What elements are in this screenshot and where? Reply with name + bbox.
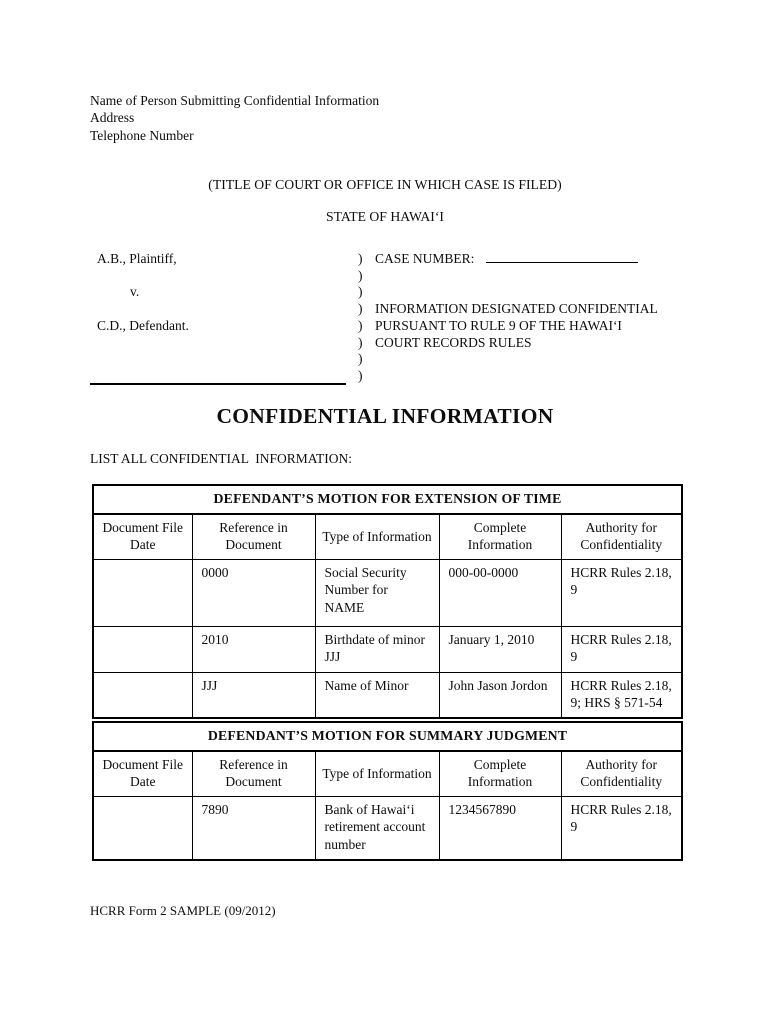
- caption-row: [358, 268, 658, 285]
- designation-row: [358, 318, 658, 335]
- form-footer: HCRR Form 2 SAMPLE (09/2012): [90, 903, 276, 918]
- cell-document-file-date: [93, 560, 192, 627]
- caption-row: [358, 284, 658, 301]
- caption-row: [358, 351, 658, 368]
- column-header-document-file-date: Document File Date: [93, 751, 192, 797]
- table-row: [93, 672, 682, 718]
- paren-mark: ): [358, 251, 363, 266]
- paren-mark: ): [358, 334, 363, 350]
- paren-mark: ): [358, 301, 363, 317]
- column-header-authority: Authority for Confidentiality: [561, 514, 682, 560]
- cell-reference: JJJ: [192, 672, 315, 718]
- case-number-label: CASE NUMBER:: [375, 251, 475, 266]
- column-header-document-file-date: Document File Date: [93, 514, 192, 560]
- designation-row: [358, 335, 658, 352]
- cell-type: Name of Minor: [315, 672, 439, 718]
- caption-paren-column: [358, 250, 658, 385]
- cell-authority: HCRR Rules 2.18, 9: [561, 560, 682, 627]
- table-banner-row: [93, 722, 682, 751]
- paren-mark: ): [358, 317, 363, 333]
- designation-row: [358, 301, 658, 318]
- plaintiff-label: A.B., Plaintiff,: [97, 251, 177, 266]
- table-banner: DEFENDANT’S MOTION FOR SUMMARY JUDGMENT: [93, 722, 682, 751]
- paren-mark: ): [358, 284, 363, 300]
- table-header-row: [93, 514, 682, 560]
- confidential-info-tables: [92, 484, 681, 861]
- cell-complete: January 1, 2010: [439, 627, 561, 673]
- table-row: [93, 797, 682, 860]
- table-header-row: [93, 751, 682, 797]
- summary-judgment-table: [92, 721, 683, 861]
- party-signature-line[interactable]: [90, 368, 346, 385]
- designation-line: INFORMATION DESIGNATED CONFIDENTIAL: [375, 301, 658, 317]
- designation-line: PURSUANT TO RULE 9 OF THE HAWAI‘I: [375, 317, 622, 333]
- list-instruction: LIST ALL CONFIDENTIAL INFORMATION:: [90, 451, 352, 466]
- table-banner: DEFENDANT’S MOTION FOR EXTENSION OF TIME: [93, 485, 682, 514]
- paren-mark: ): [358, 351, 363, 367]
- submitter-block: [90, 92, 379, 144]
- column-header-reference-in-document: Reference in Document: [192, 514, 315, 560]
- paren-mark: ): [358, 267, 363, 283]
- cell-document-file-date: [93, 672, 192, 718]
- cell-type: Social Security Number for NAME: [315, 560, 439, 627]
- court-title: (TITLE OF COURT OR OFFICE IN WHICH CASE IS FILED): [208, 177, 562, 192]
- column-header-type-of-information: Type of Information: [315, 514, 439, 560]
- cell-complete: John Jason Jordon: [439, 672, 561, 718]
- cell-type: Bank of Hawai‘i retirement account number: [315, 797, 439, 860]
- table-row: [93, 560, 682, 627]
- table-banner-row: [93, 485, 682, 514]
- column-header-complete-information: Complete Information: [439, 514, 561, 560]
- column-header-reference-in-document: Reference in Document: [192, 751, 315, 797]
- cell-complete: 1234567890: [439, 797, 561, 860]
- table-row: [93, 627, 682, 673]
- versus-label: v.: [130, 284, 140, 299]
- cell-document-file-date: [93, 797, 192, 860]
- submitter-name-line: Name of Person Submitting Confidential Information: [90, 93, 380, 108]
- case-number-blank[interactable]: [486, 250, 638, 263]
- extension-of-time-table: [92, 484, 683, 719]
- caption-row: [358, 368, 658, 385]
- cell-type: Birthdate of minor JJJ: [315, 627, 439, 673]
- cell-reference: 7890: [192, 797, 315, 860]
- state-title: STATE OF HAWAI‘I: [326, 209, 444, 224]
- cell-complete: 000-00-0000: [439, 560, 561, 627]
- column-header-complete-information: Complete Information: [439, 751, 561, 797]
- cell-authority: HCRR Rules 2.18, 9: [561, 797, 682, 860]
- case-number-row: [358, 250, 658, 268]
- paren-mark: ): [358, 367, 363, 383]
- defendant-label: C.D., Defendant.: [97, 318, 189, 333]
- cell-authority: HCRR Rules 2.18, 9: [561, 627, 682, 673]
- column-header-authority: Authority for Confidentiality: [561, 751, 682, 797]
- designation-line: COURT RECORDS RULES: [375, 334, 532, 350]
- cell-authority: HCRR Rules 2.18, 9; HRS § 571-54: [561, 672, 682, 718]
- cell-document-file-date: [93, 627, 192, 673]
- cell-reference: 2010: [192, 627, 315, 673]
- submitter-phone-line: Telephone Number: [90, 127, 194, 143]
- column-header-type-of-information: Type of Information: [315, 751, 439, 797]
- cell-reference: 0000: [192, 560, 315, 627]
- page-title: CONFIDENTIAL INFORMATION: [216, 404, 554, 428]
- submitter-address-line: Address: [90, 110, 135, 126]
